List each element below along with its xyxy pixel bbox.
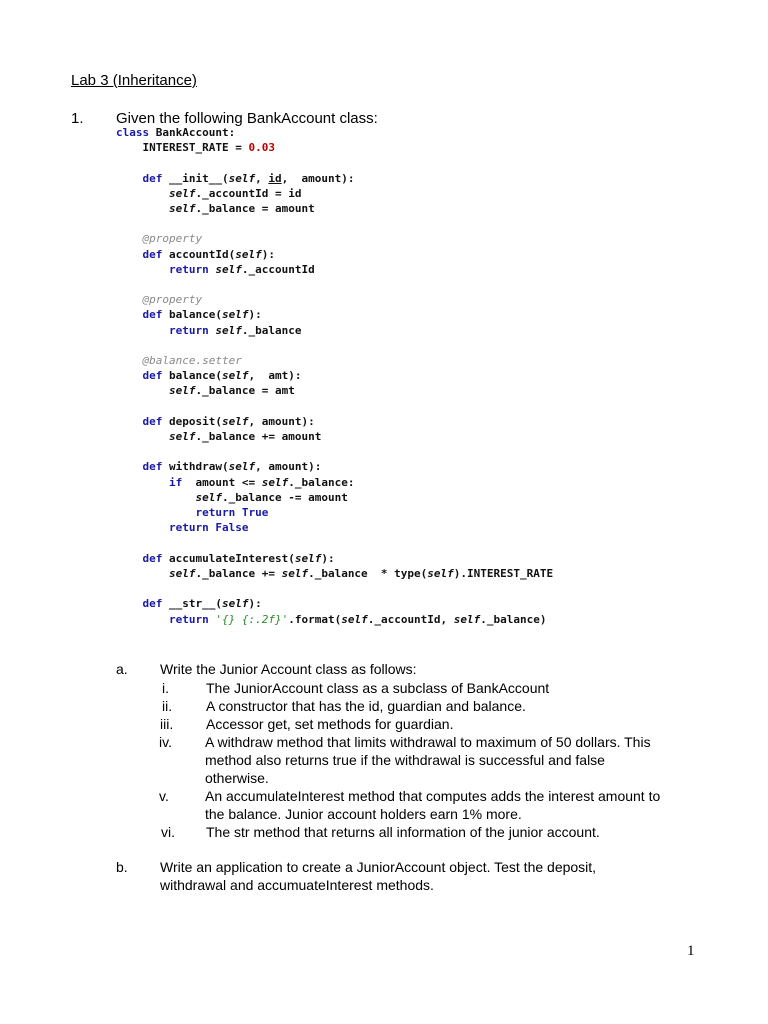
question-text: Given the following BankAccount class: — [116, 110, 378, 127]
code-line: def withdraw(self, amount): — [142, 460, 322, 474]
code-line: return True — [195, 506, 269, 520]
code-line: self._balance += amount — [168, 430, 322, 444]
item-number: v. — [159, 788, 169, 804]
item-text: otherwise. — [205, 770, 269, 786]
part-a-text: Write the Junior Account class as follows: — [160, 661, 417, 677]
item-text: method also returns true if the withdrawal is successful and false — [205, 752, 605, 768]
lab-title: Lab 3 (Inheritance) — [71, 72, 197, 89]
part-b-line: Write an application to create a JuniorAccount object. Test the deposit, — [160, 859, 597, 875]
code-block — [116, 125, 553, 627]
code-line: def balance(self): — [142, 308, 262, 322]
item-text: The str method that returns all information of the junior account. — [206, 824, 600, 840]
item-text: An accumulateInterest method that computes adds the interest amount to — [205, 788, 661, 804]
code-line: @balance.setter — [116, 354, 242, 368]
part-b — [116, 859, 716, 899]
code-line: return self._balance — [168, 323, 302, 337]
part-b-line: withdrawal and accumuateInterest methods. — [160, 877, 434, 893]
code-line: def accumulateInterest(self): — [142, 551, 335, 565]
page-number: 1 — [687, 943, 695, 959]
item-text: the balance. Junior account holders earn 1% more. — [205, 806, 522, 822]
code-line: return self._accountId — [168, 262, 315, 276]
code-line: def deposit(self, amount): — [142, 414, 315, 428]
code-line: @property — [116, 293, 203, 307]
code-line: self._balance = amt — [168, 384, 295, 398]
item-number: iv. — [159, 734, 172, 750]
code-line: self._balance = amount — [168, 202, 315, 216]
item-text: Accessor get, set methods for guardian. — [206, 716, 454, 732]
code-line: def accountId(self): — [142, 247, 275, 261]
part-b-label: b. — [116, 859, 128, 875]
code-line: if amount <= self._balance: — [168, 475, 355, 489]
code-line: def balance(self, amt): — [142, 369, 302, 383]
code-line: class BankAccount: — [116, 126, 236, 139]
code-line: @property — [116, 232, 203, 246]
part-a-label: a. — [116, 661, 128, 677]
item-text: A constructor that has the id, guardian and balance. — [206, 698, 526, 714]
code-line: self._accountId = id — [168, 186, 302, 200]
item-number: vi. — [161, 824, 175, 840]
code-line: return False — [168, 521, 249, 535]
item-number: i. — [162, 680, 169, 696]
code-line: def __str__(self): — [142, 597, 262, 611]
item-text: A withdraw method that limits withdrawal to maximum of 50 dollars. This — [205, 734, 651, 750]
part-a — [116, 661, 716, 861]
item-text: The JuniorAccount class as a subclass of BankAccount — [206, 680, 550, 696]
code-line: INTEREST_RATE = 0.03 — [116, 141, 275, 155]
code-line: self._balance -= amount — [195, 490, 348, 504]
code-line: def __init__(self, id, amount): — [142, 171, 355, 185]
code-line: return '{} {:.2f}'.format(self._accountId, self._balance) — [168, 612, 547, 626]
item-number: ii. — [162, 698, 173, 714]
question-number: 1. — [71, 110, 84, 127]
code-line: self._balance += self._balance * type(self).INTEREST_RATE — [168, 566, 554, 580]
item-number: iii. — [160, 716, 174, 732]
